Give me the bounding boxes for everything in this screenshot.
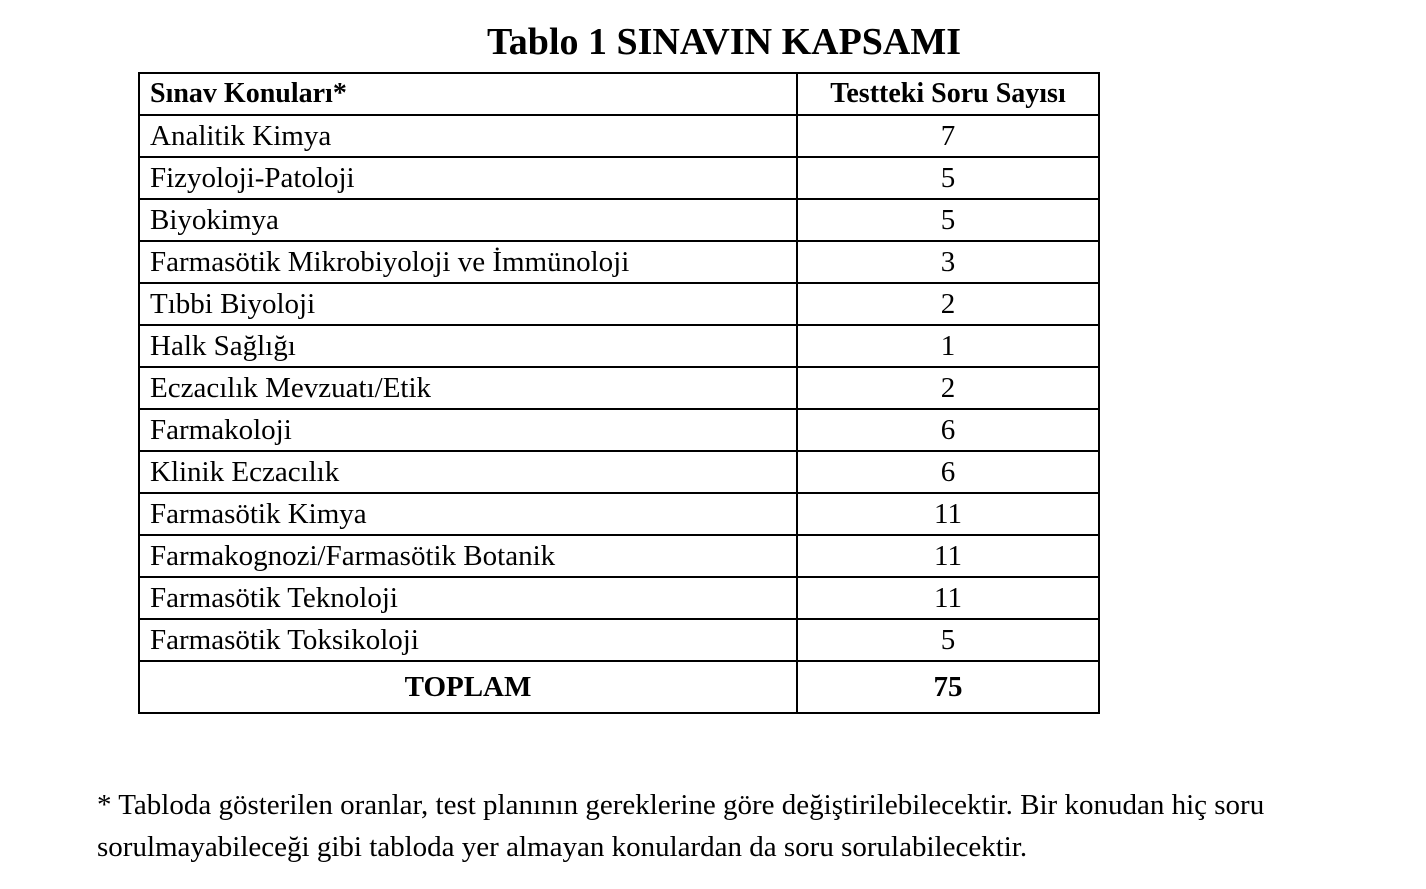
row-count: 7: [797, 115, 1099, 157]
total-count: 75: [797, 661, 1099, 713]
row-topic: Farmasötik Teknoloji: [139, 577, 797, 619]
row-topic: Farmasötik Toksikoloji: [139, 619, 797, 661]
table-row: [139, 115, 1099, 157]
row-topic: Fizyoloji-Patoloji: [139, 157, 797, 199]
row-count: 6: [797, 451, 1099, 493]
row-topic: Tıbbi Biyoloji: [139, 283, 797, 325]
row-topic: Halk Sağlığı: [139, 325, 797, 367]
row-topic: Farmakognozi/Farmasötik Botanik: [139, 535, 797, 577]
row-count: 2: [797, 367, 1099, 409]
table-row: [139, 241, 1099, 283]
row-count: 5: [797, 619, 1099, 661]
table-title: Tablo 1 SINAVIN KAPSAMI: [486, 21, 962, 63]
header-topic: Sınav Konuları*: [139, 73, 797, 115]
row-topic: Eczacılık Mevzuatı/Etik: [139, 367, 797, 409]
row-topic: Farmasötik Kimya: [139, 493, 797, 535]
row-count: 11: [797, 493, 1099, 535]
total-label: TOPLAM: [139, 661, 797, 713]
row-topic: Farmasötik Mikrobiyoloji ve İmmünoloji: [139, 241, 797, 283]
table-row: [139, 199, 1099, 241]
row-count: 3: [797, 241, 1099, 283]
table-row: [139, 283, 1099, 325]
row-count: 1: [797, 325, 1099, 367]
header-count: Testteki Soru Sayısı: [797, 73, 1099, 115]
footnote-line-1: * Tabloda gösterilen oranlar, test planının gereklerine göre değiştirilebilecektir. Bir konudan hiç soru: [97, 789, 1265, 821]
row-count: 5: [797, 199, 1099, 241]
footnote-line-2: sorulmayabileceği gibi tabloda yer almayan konulardan da soru sorulabilecektir.: [97, 831, 1028, 863]
footnote: [97, 784, 1397, 868]
table-row: [139, 535, 1099, 577]
table-row: [139, 409, 1099, 451]
table-row: [139, 325, 1099, 367]
exam-scope-table: [138, 72, 1100, 714]
table-row: [139, 451, 1099, 493]
table-header-row: [139, 73, 1099, 115]
row-topic: Klinik Eczacılık: [139, 451, 797, 493]
total-row: [139, 661, 1099, 713]
row-topic: Analitik Kimya: [139, 115, 797, 157]
row-topic: Biyokimya: [139, 199, 797, 241]
table-row: [139, 493, 1099, 535]
row-count: 5: [797, 157, 1099, 199]
table-row: [139, 367, 1099, 409]
row-count: 6: [797, 409, 1099, 451]
row-count: 2: [797, 283, 1099, 325]
row-count: 11: [797, 577, 1099, 619]
row-count: 11: [797, 535, 1099, 577]
table-row: [139, 157, 1099, 199]
table-row: [139, 577, 1099, 619]
table-row: [139, 619, 1099, 661]
row-topic: Farmakoloji: [139, 409, 797, 451]
